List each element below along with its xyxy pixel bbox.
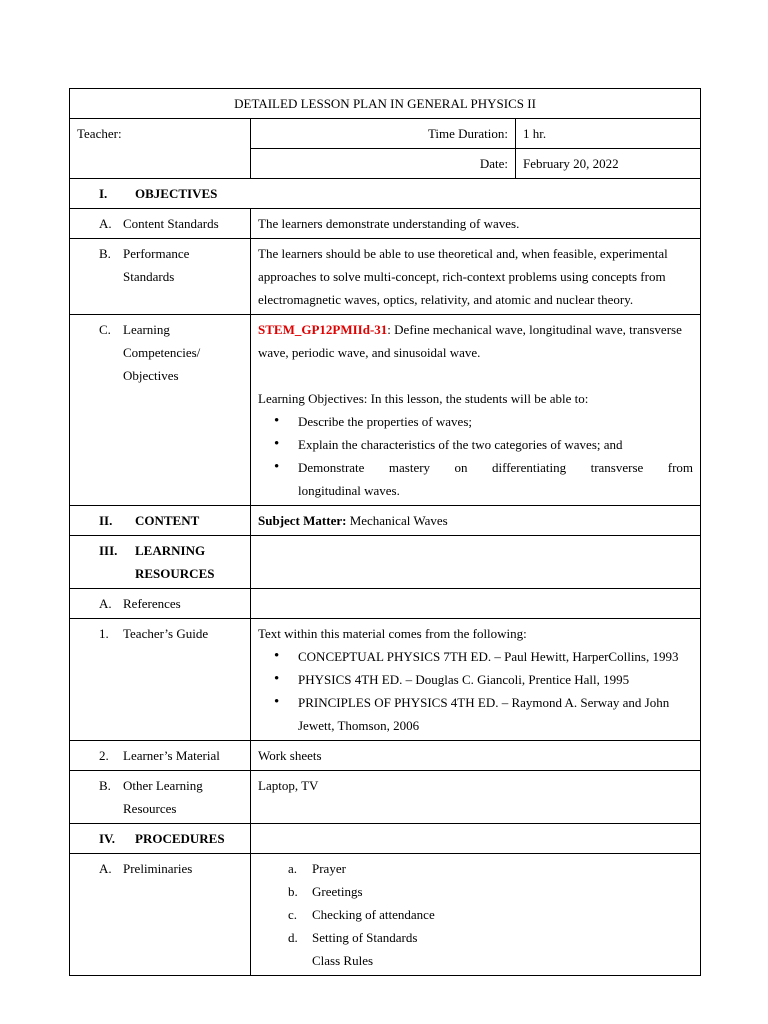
item-label: Preliminaries (123, 861, 193, 876)
spacer (258, 364, 693, 387)
section-title: CONTENT (135, 513, 200, 528)
item-label: Teacher’s Guide (123, 626, 209, 641)
list-item-text: • Demonstrate mastery on differentiating transverse from (298, 460, 694, 475)
item-marker: B. (99, 778, 111, 793)
time-row (70, 119, 701, 149)
list-item (288, 926, 693, 972)
other-resources-label (70, 771, 251, 824)
list-item: • CONCEPTUAL PHYSICS 7TH ED. – Paul Hewitt, HarperCollins, 1993 (298, 645, 693, 668)
subject-matter-label: Subject Matter: (258, 513, 347, 528)
item-marker: A. (99, 216, 112, 231)
item-label: References (123, 596, 181, 611)
content-standards-text: The learners demonstrate understanding of waves. (251, 209, 701, 239)
empty-cell (251, 536, 701, 589)
learners-material-row (70, 741, 701, 771)
item-marker: A. (99, 861, 112, 876)
competencies-body (251, 315, 701, 506)
learners-material-value: Work sheets (251, 741, 701, 771)
document-title: DETAILED LESSON PLAN IN GENERAL PHYSICS II (70, 89, 701, 119)
learning-objectives-list (258, 410, 693, 502)
list-marker: b. (288, 884, 298, 899)
item-marker: A. (99, 596, 112, 611)
list-item-text: Setting of Standards (312, 930, 418, 945)
teachers-guide-label (70, 619, 251, 741)
item-label-line3: Objectives (123, 368, 179, 383)
subject-matter (251, 506, 701, 536)
objectives-heading (70, 179, 701, 209)
list-marker: c. (288, 907, 298, 922)
references-label (70, 589, 251, 619)
preliminaries-row (70, 854, 701, 976)
list-item (288, 857, 693, 880)
objectives-heading-row (70, 179, 701, 209)
section-number: II. (99, 513, 113, 528)
performance-standards-label (70, 239, 251, 315)
content-row (70, 506, 701, 536)
item-label: Learner’s Material (123, 748, 220, 763)
item-label-line2: Standards (123, 269, 175, 284)
list-marker: a. (288, 861, 298, 876)
learners-material-label (70, 741, 251, 771)
list-item (298, 456, 693, 502)
item-label: Content Standards (123, 216, 219, 231)
list-item: • Explain the characteristics of the two categories of waves; and (298, 433, 693, 456)
section-title: OBJECTIVES (135, 186, 218, 201)
item-label-line2: Competencies/ (123, 345, 201, 360)
list-item (288, 903, 693, 926)
empty-cell (251, 824, 701, 854)
learning-objectives-intro: Learning Objectives: In this lesson, the students will be able to: (258, 391, 589, 406)
item-marker: B. (99, 246, 111, 261)
performance-standards-row (70, 239, 701, 315)
preliminaries-list (258, 857, 693, 972)
resources-heading (70, 536, 251, 589)
date-label: Date: (251, 149, 516, 179)
competencies-row (70, 315, 701, 506)
section-number: IV. (99, 831, 116, 846)
sources-intro: Text within this material comes from the following: (258, 626, 527, 641)
list-item-text: Prayer (312, 861, 346, 876)
competencies-label (70, 315, 251, 506)
section-number: III. (99, 543, 118, 558)
item-label-line2: Resources (123, 801, 177, 816)
teachers-guide-row (70, 619, 701, 741)
time-duration-label: Time Duration: (251, 119, 516, 149)
title-row (70, 89, 701, 119)
competency-statement (258, 318, 693, 364)
list-marker: d. (288, 930, 298, 945)
item-label-line1: Other Learning (123, 778, 203, 793)
list-item-text: Checking of attendance (312, 907, 435, 922)
item-marker: C. (99, 322, 111, 337)
item-marker: 1. (99, 626, 109, 641)
procedures-heading (70, 824, 251, 854)
item-marker: 2. (99, 748, 109, 763)
other-resources-row (70, 771, 701, 824)
list-item: • Describe the properties of waves; (298, 410, 693, 433)
list-item-continuation: longitudinal waves. (298, 483, 400, 498)
list-item-continuation: Class Rules (312, 953, 374, 968)
teachers-guide-body (251, 619, 701, 741)
content-standards-label (70, 209, 251, 239)
references-row (70, 589, 701, 619)
teacher-label: Teacher: (70, 119, 251, 179)
preliminaries-body (251, 854, 701, 976)
competency-code: STEM_GP12PMIId-31 (258, 322, 388, 337)
resources-heading-row (70, 536, 701, 589)
preliminaries-label (70, 854, 251, 976)
list-item-text: Greetings (312, 884, 363, 899)
content-standards-row (70, 209, 701, 239)
section-title-line2: RESOURCES (135, 566, 215, 581)
item-label-line1: Learning (123, 322, 170, 337)
lesson-plan-table (69, 88, 701, 976)
content-heading (70, 506, 251, 536)
section-title-line1: LEARNING (135, 543, 206, 558)
item-label-line1: Performance (123, 246, 190, 261)
sources-list (258, 645, 693, 737)
list-item: • PRINCIPLES OF PHYSICS 4TH ED. – Raymond A. Serway and John Jewett, Thomson, 2006 (298, 691, 693, 737)
other-resources-value: Laptop, TV (251, 771, 701, 824)
competency-text: : Define mechanical wave, longitudinal wave, transverse wave, periodic wave, and sinusoidal wave. (258, 322, 682, 360)
procedures-heading-row (70, 824, 701, 854)
date-value: February 20, 2022 (516, 149, 701, 179)
empty-cell (251, 589, 701, 619)
section-number: I. (99, 186, 108, 201)
subject-matter-value: Mechanical Waves (346, 513, 448, 528)
performance-standards-text: The learners should be able to use theoretical and, when feasible, experimental approaches to solve multi-concept, rich-context problems using concepts from electromagnetic waves, optics, relativity, and atomic and nuclear theory. (251, 239, 701, 315)
list-item: • PHYSICS 4TH ED. – Douglas C. Giancoli, Prentice Hall, 1995 (298, 668, 693, 691)
section-title: PROCEDURES (135, 831, 225, 846)
time-duration-value: 1 hr. (516, 119, 701, 149)
list-item (288, 880, 693, 903)
